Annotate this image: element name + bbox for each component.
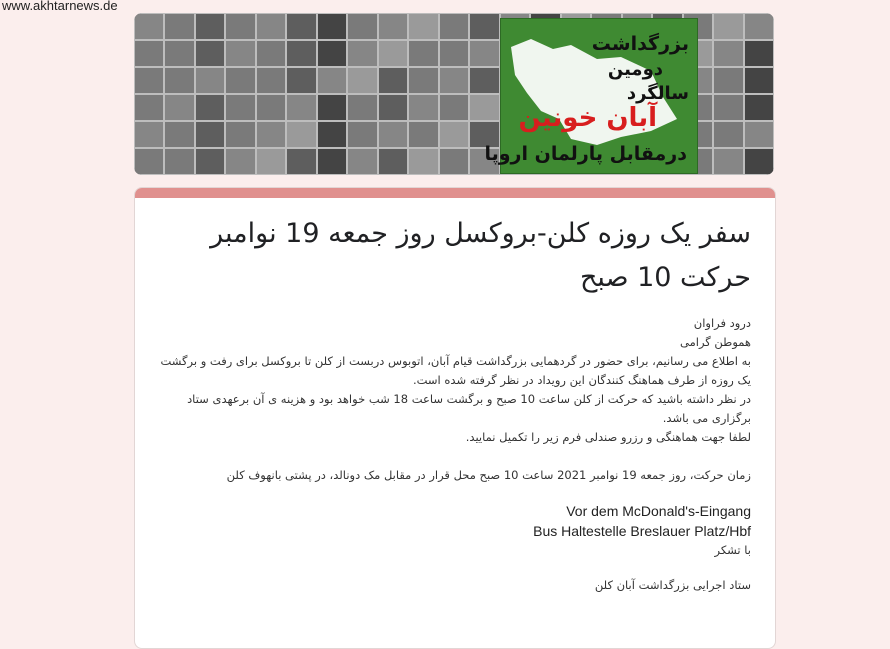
portrait-tile — [439, 67, 469, 94]
event-logo — [484, 18, 698, 174]
portrait-tile — [408, 67, 438, 94]
portrait-tile — [744, 148, 774, 175]
portrait-tile — [378, 40, 408, 67]
portrait-tile — [439, 94, 469, 121]
portrait-tile — [744, 121, 774, 148]
description-line: لطفا جهت هماهنگی و رزرو صندلی فرم زیر را تکمیل نمایید. — [465, 430, 751, 444]
departure-info: زمان حرکت، روز جمعه 19 نوامبر 2021 ساعت 10 صبح محل قرار در مقابل مک دونالد، در پشتی بانهوف کلن — [226, 468, 751, 482]
portrait-tile — [164, 67, 194, 94]
portrait-tile — [225, 121, 255, 148]
portrait-tile — [134, 148, 164, 175]
logo-line-3: سالگرد — [626, 83, 689, 104]
form-header-card — [134, 187, 776, 649]
portrait-tile — [256, 13, 286, 40]
portrait-tile — [164, 94, 194, 121]
meeting-point-line-2: Bus Haltestelle Breslauer Platz/Hbf — [533, 523, 751, 539]
portrait-tile — [378, 67, 408, 94]
portrait-tile — [347, 94, 377, 121]
description-line: در نظر داشته باشید که حرکت از کلن ساعت 10 صبح و برگشت ساعت 18 شب خواهد بود و هزینه ی آن برعهدی ستاد برگزاری می باشد. — [187, 392, 751, 425]
portrait-tile — [744, 40, 774, 67]
portrait-tile — [713, 13, 743, 40]
portrait-tile — [317, 148, 347, 175]
portrait-tile — [713, 40, 743, 67]
portrait-tile — [408, 94, 438, 121]
site-watermark: www.akhtarnews.de — [2, 0, 118, 13]
logo-line-1: بزرگداشت — [591, 33, 689, 55]
description-line: هموطن گرامی — [680, 335, 751, 349]
portrait-tile — [378, 121, 408, 148]
portrait-tile — [713, 121, 743, 148]
portrait-tile — [164, 13, 194, 40]
portrait-tile — [225, 13, 255, 40]
portrait-tile — [378, 148, 408, 175]
portrait-tile — [713, 94, 743, 121]
portrait-tile — [317, 94, 347, 121]
portrait-tile — [256, 148, 286, 175]
portrait-tile — [256, 94, 286, 121]
portrait-tile — [469, 40, 499, 67]
portrait-tile — [347, 40, 377, 67]
portrait-tile — [408, 13, 438, 40]
portrait-tile — [408, 148, 438, 175]
thanks-line: با تشکر — [714, 543, 751, 557]
portrait-tile — [195, 13, 225, 40]
portrait-tile — [744, 67, 774, 94]
portrait-tile — [195, 67, 225, 94]
portrait-tile — [286, 67, 316, 94]
portrait-tile — [286, 40, 316, 67]
portrait-tile — [347, 148, 377, 175]
header-banner — [134, 13, 774, 175]
portrait-tile — [286, 121, 316, 148]
portrait-tile — [256, 121, 286, 148]
portrait-tile — [134, 94, 164, 121]
portrait-tile — [195, 94, 225, 121]
portrait-tile — [347, 13, 377, 40]
portrait-tile — [713, 67, 743, 94]
meeting-point-line-1: Vor dem McDonald's-Eingang — [566, 503, 751, 519]
description-line: به اطلاع می رسانیم، برای حضور در گردهمایی بزرگداشت قیام آبان، اتوبوس دربست از کلن تا بروکسل برای رفت و برگشت یک روزه از طرف هماهنگ کنندگان این رویداد در نظر گرفته شده است. — [160, 354, 751, 387]
portrait-tile — [225, 67, 255, 94]
portrait-tile — [286, 94, 316, 121]
logo-line-5: درمقابل پارلمان اروپا — [484, 143, 687, 165]
portrait-tile — [164, 148, 194, 175]
portrait-tile — [378, 13, 408, 40]
portrait-tile — [317, 121, 347, 148]
portrait-tile — [469, 94, 499, 121]
portrait-tile — [378, 94, 408, 121]
portrait-tile — [286, 13, 316, 40]
portrait-tile — [713, 148, 743, 175]
portrait-tile — [408, 40, 438, 67]
portrait-tile — [256, 40, 286, 67]
portrait-tile — [439, 121, 469, 148]
portrait-tile — [439, 13, 469, 40]
portrait-tile — [347, 67, 377, 94]
portrait-tile — [469, 67, 499, 94]
portrait-tile — [317, 40, 347, 67]
logo-line-2: دومین — [607, 59, 663, 80]
portrait-tile — [134, 13, 164, 40]
portrait-tile — [439, 40, 469, 67]
portrait-tile — [225, 148, 255, 175]
portrait-tile — [164, 121, 194, 148]
signature-line: ستاد اجرایی بزرگداشت آبان کلن — [594, 578, 751, 592]
portrait-tile — [134, 121, 164, 148]
portrait-tile — [317, 67, 347, 94]
card-accent-bar — [135, 188, 775, 198]
portrait-tile — [744, 13, 774, 40]
portrait-tile — [286, 148, 316, 175]
portrait-tile — [256, 67, 286, 94]
portrait-tile — [134, 67, 164, 94]
portrait-tile — [195, 40, 225, 67]
portrait-tile — [164, 40, 194, 67]
portrait-tile — [347, 121, 377, 148]
portrait-tile — [134, 40, 164, 67]
portrait-tile — [408, 121, 438, 148]
form-title: سفر یک روزه کلن-بروکسل روز جمعه 19 نوامبر حرکت 10 صبح — [210, 218, 751, 293]
portrait-tile — [225, 94, 255, 121]
portrait-tile — [439, 148, 469, 175]
portrait-tile — [744, 94, 774, 121]
logo-line-4: آبان خونین — [518, 103, 657, 133]
portrait-tile — [225, 40, 255, 67]
portrait-tile — [195, 121, 225, 148]
portrait-tile — [469, 13, 499, 40]
portrait-tile — [317, 13, 347, 40]
portrait-tile — [195, 148, 225, 175]
description-line: درود فراوان — [693, 316, 751, 330]
